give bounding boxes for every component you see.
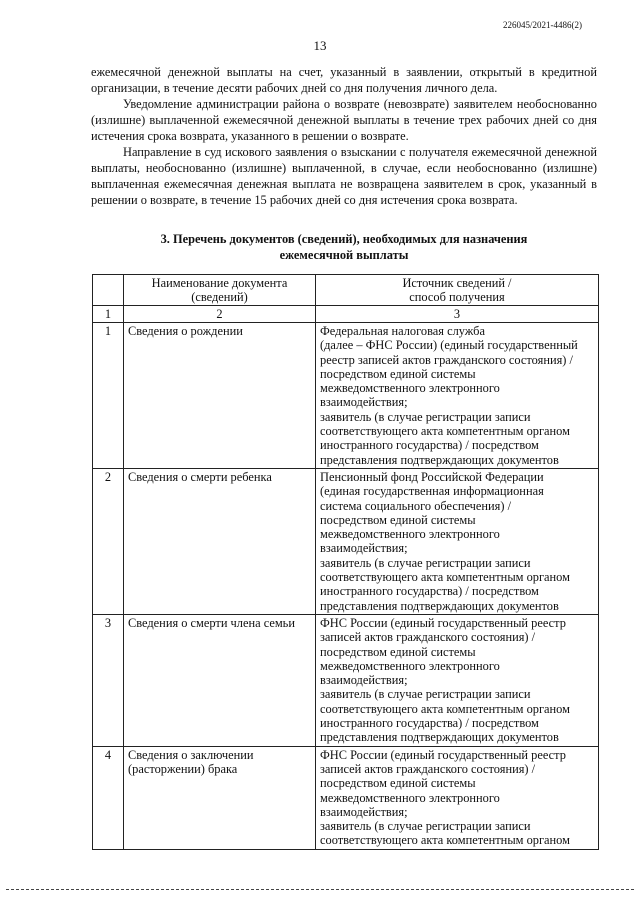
row-number: 2: [93, 468, 124, 614]
table-header-row: [93, 275, 599, 306]
header-document-name-line-1: Наименование документа: [151, 276, 288, 290]
header-cell-document-name: [124, 275, 316, 306]
column-number-3: 3: [316, 306, 599, 323]
table-row: [93, 746, 599, 849]
document-name: Сведения о заключении (расторжении) брака: [124, 746, 316, 849]
section-title-line-2: ежемесячной выплаты: [279, 248, 409, 262]
column-number-1: 1: [93, 306, 124, 323]
document-source: ФНС России (единый государственный реестр записей актов гражданского состояния) / посредством единой системы межведомственного электронного взаимодействия; заявитель (в случае регистрации записи соответствующего акта компетентным органом: [316, 746, 599, 849]
body-text: [91, 64, 597, 208]
header-cell-empty: [93, 275, 124, 306]
section-title: [91, 231, 597, 263]
document-source: ФНС России (единый государственный реестр записей актов гражданского состояния) / посредством единой системы межведомственного электронного взаимодействия; заявитель (в случае регистрации записи соответствующего акта компетентным органом иностранного государства) / посредством представления подтверждающих документов: [316, 614, 599, 746]
table-row: [93, 323, 599, 469]
page-footer-line: [6, 889, 634, 890]
table-row: [93, 468, 599, 614]
header-cell-source: [316, 275, 599, 306]
document-name: Сведения о смерти ребенка: [124, 468, 316, 614]
document-source: Пенсионный фонд Российской Федерации (единая государственная информационная система социального обеспечения) / посредством единой системы межведомственного электронного взаимодействия; заявитель (в случае регистрации записи соответствующего акта компетентным органом иностранного государства) / посредством представления подтверждающих документов: [316, 468, 599, 614]
row-number: 4: [93, 746, 124, 849]
row-number: 3: [93, 614, 124, 746]
page-number: 13: [313, 38, 327, 53]
row-number: 1: [93, 323, 124, 469]
header-source-line-1: Источник сведений /: [402, 276, 512, 290]
paragraph-1: ежемесячной денежной выплаты на счет, указанный в заявлении, открытый в кредитной организации, в течение десяти рабочих дней со дня получения личного дела.: [91, 65, 597, 95]
document-number: 226045/2021-4486(2): [503, 20, 582, 30]
table-row: [93, 614, 599, 746]
paragraph-3: Направление в суд искового заявления о взыскании с получателя ежемесячной денежной выплаты, необоснованно (излишне) выплаченной, в случае, если необоснованно (излишне) выплаченная ежемесячная денежная выплата не возвращена заявителем в срок, указанный в решении о возврате, в течение 15 рабочих дней со дня истечения срока возврата.: [91, 145, 597, 207]
header-source-line-2: способ получения: [409, 290, 505, 304]
header-document-name-line-2: (сведений): [191, 290, 248, 304]
document-name: Сведения о рождении: [124, 323, 316, 469]
document-name: Сведения о смерти члена семьи: [124, 614, 316, 746]
paragraph-2: Уведомление администрации района о возврате (невозврате) заявителем необоснованно (излишне) выплаченной ежемесячной денежной выплаты в течение трех рабочих дней со дня истечения срока возврата, указанного в решении о возврате.: [91, 97, 597, 143]
table-column-numbers-row: [93, 306, 599, 323]
documents-table: [92, 274, 599, 850]
section-title-line-1: 3. Перечень документов (сведений), необходимых для назначения: [160, 232, 528, 246]
column-number-2: 2: [124, 306, 316, 323]
document-source: Федеральная налоговая служба (далее – ФНС России) (единый государственный реестр записей актов гражданского состояния) / посредством единой системы межведомственного электронного взаимодействия; заявитель (в случае регистрации записи соответствующего акта компетентным органом иностранного государства) / посредством представления подтверждающих документов: [316, 323, 599, 469]
